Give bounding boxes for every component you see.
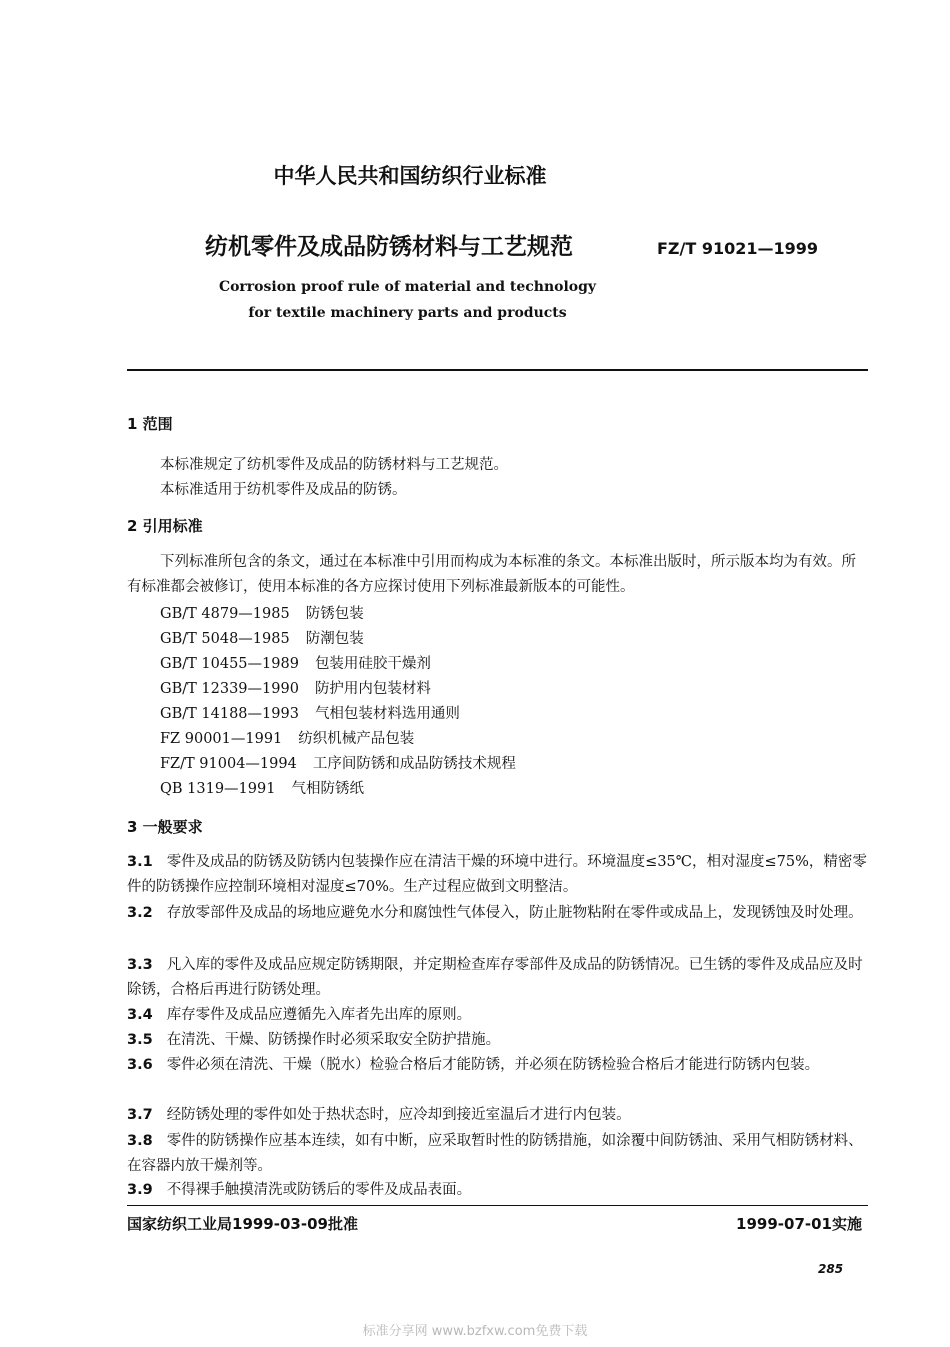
section-heading-references: 2 引用标准 <box>127 517 203 535</box>
page-number: 285 <box>818 1262 844 1276</box>
reference-item <box>160 777 364 798</box>
english-title-line-2: for textile machinery parts and products <box>248 305 567 321</box>
clause-text: 零件必须在清洗、干燥（脱水）检验合格后才能防锈，并必须在防锈检验合格后才能进行防锈内包装。 <box>166 1057 820 1073</box>
clause-text: 零件的防锈操作应基本连续，如有中断，应采取暂时性的防锈措施，如涂覆中间防锈油、采用气相防锈材料、在容器内放干燥剂等。 <box>127 1133 863 1174</box>
document-title: 纺机零件及成品防锈材料与工艺规范 <box>205 234 573 260</box>
clause-text: 经防锈处理的零件如处于热状态时，应冷却到接近室温后才进行内包装。 <box>166 1107 631 1123</box>
reference-item <box>160 752 516 773</box>
reference-item <box>160 677 431 698</box>
clause-3-9 <box>127 1178 867 1203</box>
clause-3-6 <box>127 1053 867 1078</box>
clause-3-4 <box>127 1003 867 1028</box>
section-heading-scope: 1 范围 <box>127 415 173 433</box>
reference-item <box>160 602 364 623</box>
clause-text: 存放零部件及成品的场地应避免水分和腐蚀性气体侵入，防止脏物粘附在零件或成品上，发现锈蚀及时处理。 <box>166 905 863 921</box>
references-intro: 下列标准所包含的条文，通过在本标准中引用而构成为本标准的条文。本标准出版时，所示版本均为有效。所有标准都会被修订，使用本标准的各方应探讨使用下列标准最新版本的可能性。 <box>127 554 856 595</box>
header-divider <box>127 369 868 371</box>
clause-number: 3.4 <box>127 1007 153 1023</box>
clause-3-8 <box>127 1129 867 1179</box>
clause-number: 3.3 <box>127 957 153 973</box>
clause-text: 凡入库的零件及成品应规定防锈期限，并定期检查库存零部件及成品的防锈情况。已生锈的零件及成品应及时除锈，合格后再进行防锈处理。 <box>127 957 863 998</box>
reference-code: GB/T 5048—1985 <box>160 631 290 647</box>
clause-number: 3.8 <box>127 1133 153 1149</box>
clause-3-1 <box>127 850 867 900</box>
english-title-line-1: Corrosion proof rule of material and technology <box>218 279 597 295</box>
standard-code: FZ/T 91021—1999 <box>657 239 819 258</box>
clause-number: 3.5 <box>127 1032 153 1048</box>
reference-item <box>160 727 414 748</box>
reference-title: 防潮包装 <box>305 631 364 647</box>
clause-text: 库存零件及成品应遵循先入库者先出库的原则。 <box>166 1007 472 1023</box>
reference-code: GB/T 12339—1990 <box>160 681 299 697</box>
watermark: 标准分享网 www.bzfxw.com免费下载 <box>362 1324 588 1339</box>
clause-text: 在清洗、干燥、防锈操作时必须采取安全防护措施。 <box>166 1032 501 1048</box>
reference-item <box>160 702 460 723</box>
reference-code: GB/T 10455—1989 <box>160 656 299 672</box>
clause-3-2 <box>127 901 867 926</box>
reference-item <box>160 652 431 673</box>
clause-text: 零件及成品的防锈及防锈内包装操作应在清洁干燥的环境中进行。环境温度≤35℃，相对湿度≤75%，精密零件的防锈操作应控制环境相对湿度≤70%。生产过程应做到文明整洁。 <box>127 854 867 895</box>
clause-number: 3.6 <box>127 1057 153 1073</box>
clause-3-7 <box>127 1103 867 1128</box>
reference-code: GB/T 14188—1993 <box>160 706 299 722</box>
clause-number: 3.2 <box>127 905 153 921</box>
clause-number: 3.9 <box>127 1182 153 1198</box>
implementation-date: 1999-07-01实施 <box>736 1215 862 1233</box>
reference-title: 气相包装材料选用通则 <box>314 706 460 722</box>
section-heading-general: 3 一般要求 <box>127 818 203 836</box>
reference-code: FZ 90001—1991 <box>160 731 283 747</box>
reference-title: 防护用内包装材料 <box>314 681 431 697</box>
reference-item <box>160 627 364 648</box>
clause-number: 3.1 <box>127 854 153 870</box>
document-organization: 中华人民共和国纺织行业标准 <box>273 164 547 188</box>
reference-title: 包装用硅胶干燥剂 <box>314 656 431 672</box>
reference-code: FZ/T 91004—1994 <box>160 756 297 772</box>
reference-title: 纺织机械产品包装 <box>298 731 415 747</box>
reference-title: 工序间防锈和成品防锈技术规程 <box>312 756 516 772</box>
reference-code: QB 1319—1991 <box>160 781 276 797</box>
reference-title: 防锈包装 <box>305 606 364 622</box>
reference-code: GB/T 4879—1985 <box>160 606 290 622</box>
footer-divider <box>127 1205 868 1206</box>
clause-number: 3.7 <box>127 1107 153 1123</box>
approval-note: 国家纺织工业局1999-03-09批准 <box>127 1215 358 1233</box>
clause-text: 不得裸手触摸清洗或防锈后的零件及成品表面。 <box>166 1182 472 1198</box>
scope-line-2: 本标准适用于纺机零件及成品的防锈。 <box>160 482 407 498</box>
reference-title: 气相防锈纸 <box>291 781 364 797</box>
clause-3-3 <box>127 953 867 1003</box>
scope-line-1: 本标准规定了纺机零件及成品的防锈材料与工艺规范。 <box>160 457 508 473</box>
clause-3-5 <box>127 1028 867 1053</box>
